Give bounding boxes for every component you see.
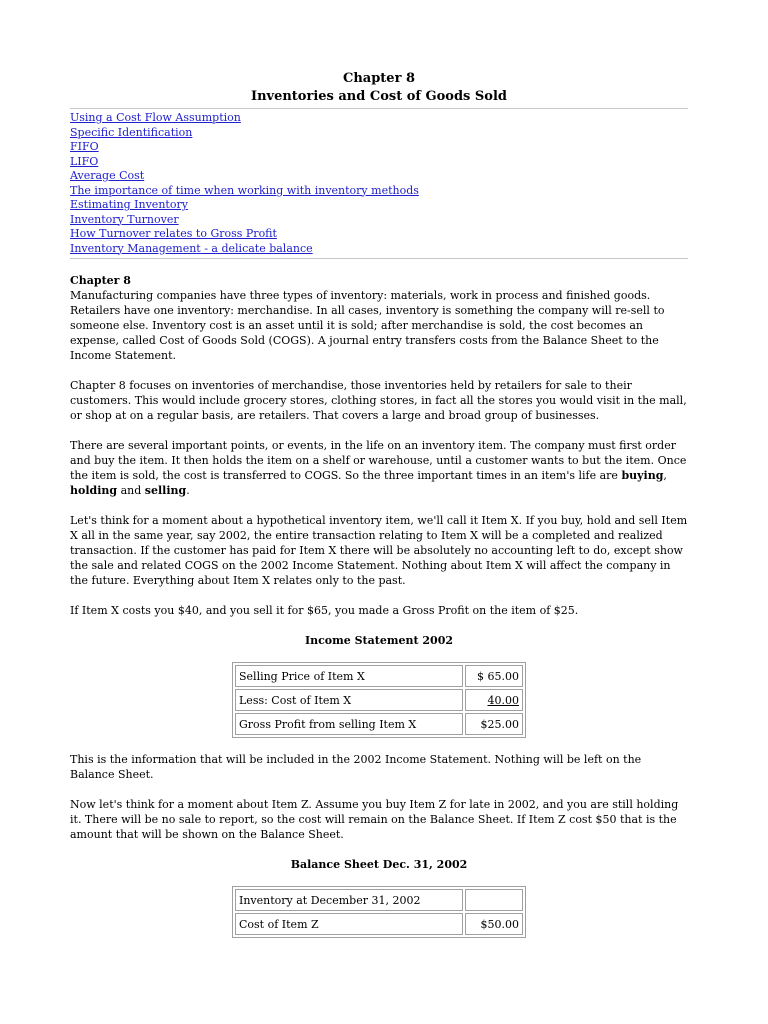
- toc-link-specific-identification[interactable]: Specific Identification: [70, 125, 193, 139]
- toc-link-lifo[interactable]: LIFO: [70, 154, 99, 168]
- income-statement-table: [232, 662, 526, 738]
- row-label: Gross Profit from selling Item X: [235, 713, 463, 735]
- toc-item: [70, 140, 688, 155]
- paragraph-item-z: Now let's think for a moment about Item Z. Assume you buy Item Z for late in 2002, and you are still holding it. There will be no sale to report, so the cost will remain on the Balance Sheet. If Item Z cost $50 that is the amount that will be shown on the Balance Sheet.: [70, 798, 679, 841]
- toc-item: [70, 213, 688, 228]
- paragraph-inventory-types: Manufacturing companies have three types of inventory: materials, work in process and finished goods. Retailers have one inventory: merchandise. In all cases, inventory is something the company will re-sell to someone else. Inventory cost is an asset until it is sold; after merchandise is sold, the cost becomes an expense, called Cost of Goods Sold (COGS). A journal entry transfers costs from the Balance Sheet to the Income Statement.: [70, 289, 665, 362]
- row-label: Less: Cost of Item X: [235, 689, 463, 711]
- toc-link-turnover-gross-profit[interactable]: How Turnover relates to Gross Profit: [70, 227, 277, 240]
- toc-link-fifo[interactable]: FIFO: [70, 140, 99, 153]
- toc-item: [70, 227, 688, 242]
- table-row: [235, 889, 523, 911]
- document-content: [70, 70, 688, 952]
- row-label: Selling Price of Item X: [235, 665, 463, 687]
- toc-item: [70, 242, 688, 257]
- paragraph-item-x: Let's think for a moment about a hypothetical inventory item, we'll call it Item X. If you buy, hold and sell Item X all in the same year, say 2002, the entire transaction relating to Item X will be a completed and realized transaction. If the customer has paid for Item X there will be absolutely no accounting left to do, except show the sale and related COGS on the 2002 Income Statement. Nothing about Item X will affect the company in the future. Everything about Item X relates only to the past.: [70, 514, 688, 587]
- toc-item: [70, 198, 688, 213]
- toc-item: [70, 155, 688, 170]
- divider-bottom: [70, 258, 688, 259]
- period: .: [186, 484, 190, 497]
- table-row: [235, 913, 523, 935]
- toc-item: [70, 184, 688, 199]
- page-title: Inventories and Cost of Goods Sold: [250, 89, 507, 104]
- row-amount: [465, 689, 523, 711]
- toc-item: [70, 169, 688, 184]
- term-holding: holding: [70, 484, 118, 497]
- income-statement-caption: Income Statement 2002: [304, 634, 454, 647]
- section-heading: Chapter 8: [70, 274, 131, 287]
- row-amount: $50.00: [465, 913, 523, 935]
- row-amount: $ 65.00: [465, 665, 523, 687]
- table-row: [235, 665, 523, 687]
- row-label: Cost of Item Z: [235, 913, 463, 935]
- table-row: [235, 689, 523, 711]
- toc-item: [70, 126, 688, 141]
- toc-link-inventory-management[interactable]: Inventory Management - a delicate balance: [70, 241, 313, 255]
- underlined-amount: 40.00: [487, 693, 519, 707]
- table-row: [235, 713, 523, 735]
- paragraph-income-statement-note: This is the information that will be included in the 2002 Income Statement. Nothing will be left on the Balance Sheet.: [70, 753, 642, 781]
- balance-sheet-caption: Balance Sheet Dec. 31, 2002: [290, 858, 468, 871]
- toc-link-importance-of-time[interactable]: The importance of time when working with inventory methods: [70, 183, 419, 197]
- row-amount: [465, 889, 523, 911]
- divider-top: [70, 108, 688, 109]
- toc-link-average-cost[interactable]: Average Cost: [70, 169, 145, 182]
- paragraph-merchandise-focus: Chapter 8 focuses on inventories of merchandise, those inventories held by retailers for sale to their customers. This would include grocery stores, clothing stores, in fact all the stores you would visit in the mall, or shop at on a regular basis, are retailers. That covers a large and broad group of businesses.: [70, 379, 687, 422]
- table-of-contents: [70, 111, 688, 256]
- row-label: Inventory at December 31, 2002: [235, 889, 463, 911]
- paragraph-life-events: [70, 438, 688, 498]
- paragraph-text: There are several important points, or events, in the life on an inventory item. The company must first order and buy the item. It then holds the item on a shelf or warehouse, until a customer wants to but the item. Once the item is sold, the cost is transferred to COGS. So the three important times in an item's life are: [70, 439, 687, 482]
- title-block: [70, 70, 688, 106]
- separator: ,: [663, 469, 667, 482]
- balance-sheet-table: [232, 886, 526, 938]
- toc-link-estimating-inventory[interactable]: Estimating Inventory: [70, 198, 188, 211]
- toc-link-cost-flow[interactable]: Using a Cost Flow Assumption: [70, 111, 241, 124]
- term-selling: selling: [144, 484, 187, 497]
- paragraph-gross-profit: If Item X costs you $40, and you sell it for $65, you made a Gross Profit on the item of $25.: [70, 604, 579, 617]
- row-amount: $25.00: [465, 713, 523, 735]
- toc-link-inventory-turnover[interactable]: Inventory Turnover: [70, 212, 179, 226]
- term-buying: buying: [621, 469, 664, 482]
- toc-item: [70, 111, 688, 126]
- chapter-label: Chapter 8: [342, 71, 415, 86]
- separator: and: [117, 484, 145, 497]
